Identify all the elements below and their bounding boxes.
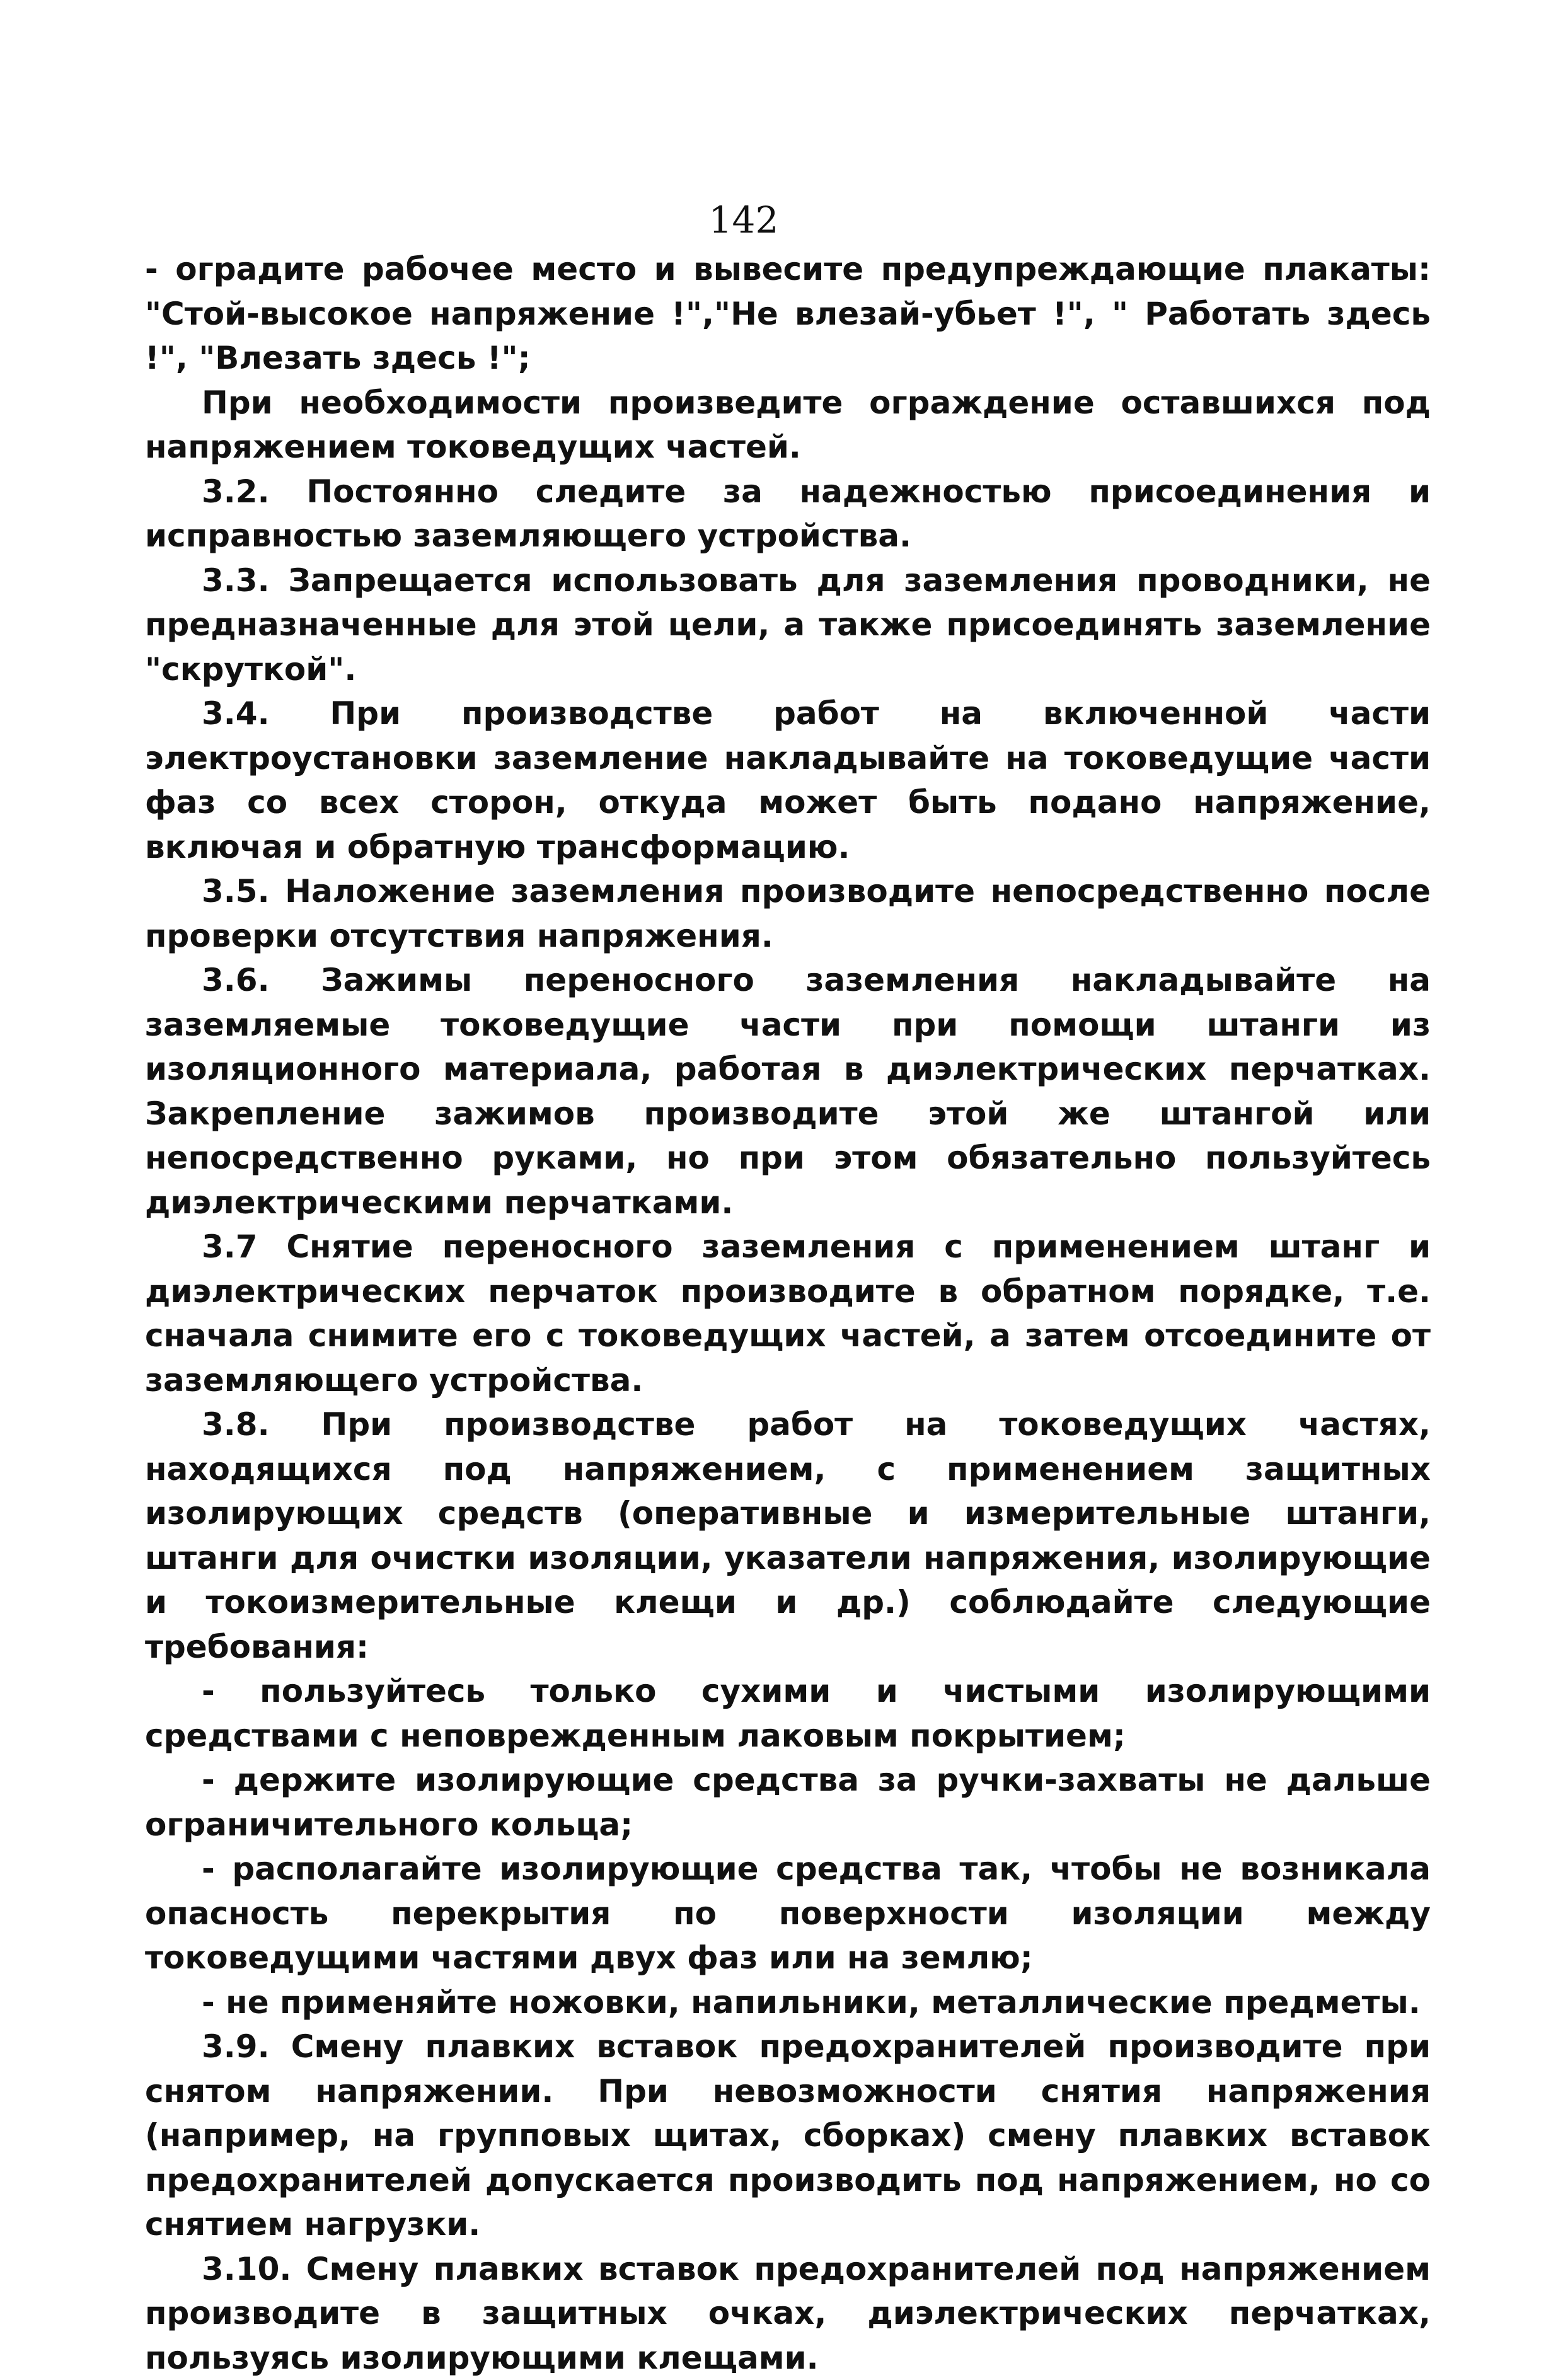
paragraph-requirement-handles: - держите изолирующие средства за ручки-захваты не дальше ограничительного кольца; bbox=[145, 1758, 1431, 1847]
paragraph-3-5: 3.5. Наложение заземления производите непосредственно после проверки отсутствия напряжения. bbox=[145, 869, 1431, 958]
paragraph-3-2: 3.2. Постоянно следите за надежностью присоединения и исправностью заземляющего устройства. bbox=[145, 470, 1431, 558]
paragraph-3-3: 3.3. Запрещается использовать для заземления проводники, не предназначенные для этой цели, а также присоединять заземление "скруткой". bbox=[145, 558, 1431, 692]
paragraph-3-10: 3.10. Смену плавких вставок предохранителей под напряжением производите в защитных очках, диэлектрических перчатках, пользуясь изолирующими клещами. bbox=[145, 2247, 1431, 2380]
paragraph-3-9: 3.9. Смену плавких вставок предохранителей производите при снятом напряжении. При невозможности снятия напряжения (например, на групповых щитах, сборках) смену плавких вставок предохранителей допускается производить под напряжением, но со снятием нагрузки. bbox=[145, 2025, 1431, 2247]
paragraph-fencing: При необходимости произведите ограждение оставшихся под напряжением токоведущих частей. bbox=[145, 381, 1431, 470]
paragraph-3-6: 3.6. Зажимы переносного заземления накладывайте на заземляемые токоведущие части при помощи штанги из изоляционного материала, работая в диэлектрических перчатках. Закрепление зажимов производите этой же штангой или непосредственно руками, но при этом обязательно пользуйтесь диэлектрическими перчатками. bbox=[145, 958, 1431, 1225]
paragraph-requirement-no-tools: - не применяйте ножовки, напильники, металлические предметы. bbox=[145, 1980, 1431, 2025]
paragraph-warning-signs: - оградите рабочее место и вывесите предупреждающие плакаты: "Стой-высокое напряжение !","Не влезай-убьет !", " Работать здесь !", "Влезать здесь !"; bbox=[145, 247, 1431, 381]
paragraph-3-7: 3.7 Снятие переносного заземления с применением штанг и диэлектрических перчаток производите в обратном порядке, т.е. сначала снимите его с токоведущих частей, а затем отсоедините от заземляющего устройства. bbox=[145, 1225, 1431, 1402]
paragraph-3-4: 3.4. При производстве работ на включенной части электроустановки заземление накладывайте на токоведущие части фаз со всех сторон, откуда может быть подано напряжение, включая и обратную трансформацию. bbox=[145, 691, 1431, 869]
page-number: 142 bbox=[700, 202, 788, 238]
body-text bbox=[145, 247, 1431, 2380]
paragraph-3-8: 3.8. При производстве работ на токоведущих частях, находящихся под напряжением, с применением защитных изолирующих средств (оперативные и измерительные штанги, штанги для очистки изоляции, указатели напряжения, изолирующие и токоизмерительные клещи и др.) соблюдайте следующие требования: bbox=[145, 1402, 1431, 1669]
paragraph-requirement-placement: - располагайте изолирующие средства так, чтобы не возникала опасность перекрытия по поверхности изоляции между токоведущими частями двух фаз или на землю; bbox=[145, 1847, 1431, 1980]
paragraph-requirement-dry-clean: - пользуйтесь только сухими и чистыми изолирующими средствами с неповрежденным лаковым покрытием; bbox=[145, 1669, 1431, 1758]
